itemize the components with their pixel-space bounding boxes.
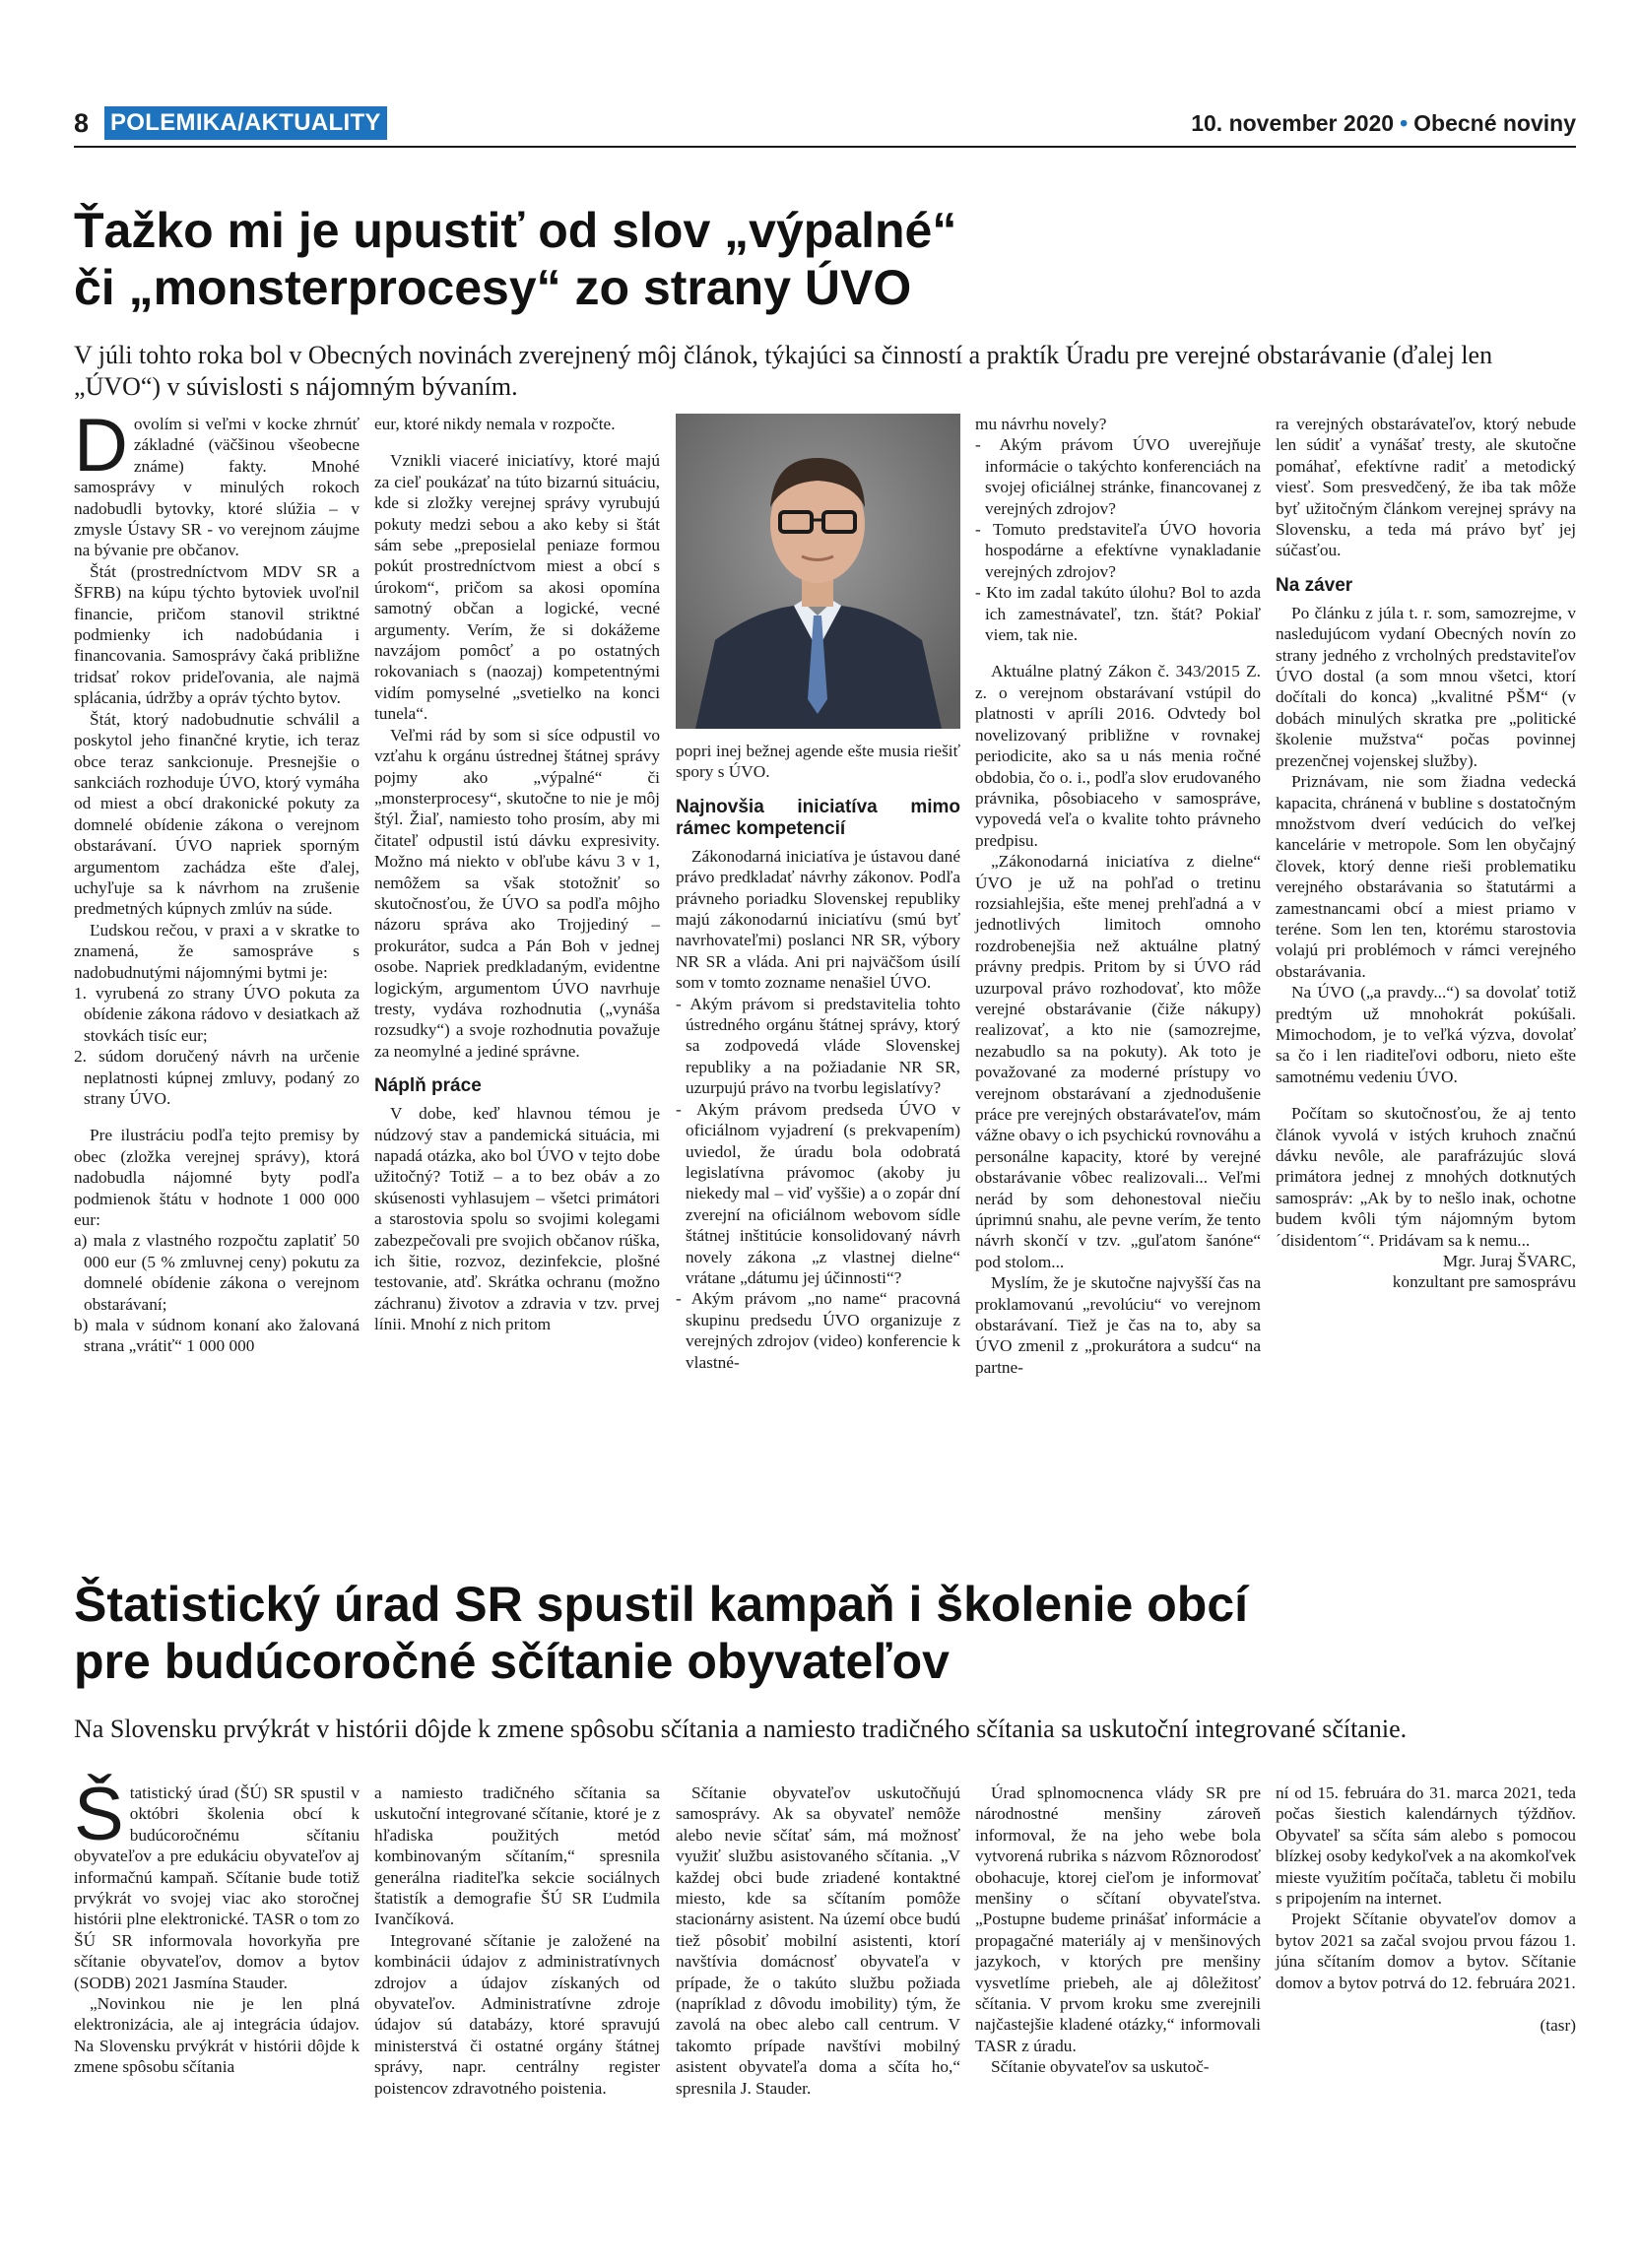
author-role: konzultant pre samosprávu: [1392, 1272, 1576, 1292]
article2-column-2: [374, 1782, 660, 2196]
page-header: [74, 106, 1576, 140]
list-item: - Akým právom si predstavitelia tohto ústredného orgánu štátnej správy, ktorý sa zodpovedá vláde Slovenskej republiky a na požiadanie NR SR, uzurpujú právo na tvorbu legislatívy?: [676, 994, 960, 1098]
question-list: [676, 994, 960, 1373]
article2-column-5: [1276, 1782, 1576, 2196]
list-item: - Akým právom ÚVO uverejňuje informácie o takýchto konferenciách na svojej oficiálnej stránke, financovanej z verejných zdrojov?: [975, 435, 1261, 518]
article2-column-4: [975, 1782, 1261, 2196]
subheading: Náplň práce: [374, 1075, 482, 1097]
article2-headline-line: Štatistický úrad SR spustil kampaň i školenie obcí: [74, 1577, 1249, 1632]
list-item: - Akým právom predseda ÚVO v oficiálnom vyjadrení (s prekvapením) uviedol, že úradu bola odobratá legislatívna právomoc (akoby ju niekedy mal – viď vyššie) a o zopár dní zverejní na oficiálnom webovom sídle štátnej inštitúcie konsolidovaný návrh novely zákona „z vlastnej dielne“ vrátane „dátumu jej účinnosti“?: [676, 1099, 960, 1287]
header-rule: [74, 146, 1576, 148]
paragraph: Štát (prostredníctvom MDV SR a ŠFRB) na kúpu týchto bytoviek uvoľnil financie, pričom stanovil striktné podmienky ich nadobúdania i financovania. Samosprávy čaká približne tridsať rokov prideľovania, ale najmä splácania, údržby a opráv týchto bytov.: [74, 561, 360, 708]
article1-column-4: [975, 414, 1261, 1517]
article2-column-1: [74, 1773, 360, 2196]
question-list: [975, 434, 1261, 645]
paragraph: mu návrhu novely?: [975, 415, 1107, 433]
paragraph: V dobe, keď hlavnou témou je núdzový stav a pandemická situácia, mi napadá otázka, ako bol ÚVO v tejto dobe užitočný? Totiž – a to bez obáv a zo skúsenosti vyhlasujem – všetci primátori a starostovia spolu so svojimi kolegami zabezpečovali pre svojich občanov rúška, ich šitie, rozvoz, dezinfekcie, plošné testovanie, atď. Skrátka ochranu (možno záchranu) životov a zdravia v tzv. prvej línii. Mnohí z nich pritom: [374, 1104, 660, 1334]
article1-headline: [74, 202, 1576, 316]
list-item: 2. súdom doručený návrh na určenie neplatnosti kúpnej zmluvy, podaný zo strany ÚVO.: [74, 1047, 360, 1108]
paragraph: popri inej bežnej agende ešte musia riešiť spory s ÚVO.: [676, 742, 960, 782]
article1-column-1: [74, 404, 360, 1517]
paragraph: Aktuálne platný Zákon č. 343/2015 Z. z. o verejnom obstarávaní vstúpil do platnosti v apríli 2016. Odvtedy bol novelizovaný približne v rovnakej periodicite, ako sa u nás menia ročné obdobia, čo o. i., podľa slov erudovaného právnika, pôsobiaceho v samospráve, vypovedá veľa o kvalite tohto právneho predpisu.: [975, 662, 1261, 850]
author-photo: [676, 414, 960, 729]
paragraph: Ľudskou rečou, v praxi a v skratke to znamená, že samospráve s nadobudnutými nájomnými bytmi je:: [74, 920, 360, 982]
paragraph: Vznikli viaceré iniciatívy, ktoré majú za cieľ poukázať na túto bizarnú situáciu, kde si zložky verejnej správy vyrubujú pokuty medzi sebou a ako keby si štát sám sebe „preposielal peniaze formou pokút prostredníctvom miest a obcí s úrokom“, pričom sa akosi opomína samotný občan a logické, vecné argumenty. Verím, že si dokážeme navzájom pomôcť a po ostatných rokovaniach s (naozaj) kompetentnými vidím pomyselné „svetielko na konci tunela“.: [374, 451, 660, 724]
list-item: 1. vyrubená zo strany ÚVO pokuta za obídenie zákona rádovo v desiatkach až stovkách tisíc eur;: [74, 983, 360, 1045]
list-item: - Kto im zadal takúto úlohu? Bol to azda ich zamestnávateľ, tzn. štát? Pokiaľ viem, tak nie.: [975, 583, 1261, 645]
paragraph: „Zákonodarná iniciatíva z dielne“ ÚVO je už na pohľad o tretinu rozsiahlejšia, ešte menej prehľadná a v jednotlivých limitoch omnoho rozdrobenejšia než aktuálne platný právny predpis. Pritom by si ÚVO rád uzurpoval právo rozhodovať, kto môže verejné obstarávanie (čiže nákupy) realizovať, a kto nie (samozrejme, nezabudlo sa na pokuty). Ak toto je považované za moderné prístupy vo verejnom obstarávaní a zjednodušenie práce pre verejných obstarávateľov, mám vážne obavy o ich psychickú rovnováhu a personálne kapacity, ktoré by verejné obstarávanie vôbec realizovali... Veľmi nerád by som dehonestoval niečiu úprimnú snahu, ale pevne verím, že tento návrh skončí v tzv. „guľatom šanóne“ pod stolom...: [975, 852, 1261, 1271]
lettered-list: [74, 1230, 360, 1356]
paragraph: Štát, ktorý nadobudnutie schválil a poskytol jeho finančné krytie, ich teraz obce teraz sankcionuje. Presnejšie o sankciách rozhoduje ÚVO, ktorý vymáha od miest a obcí drakonické pokuty za domnelé obídenie zákona o verejnom obstarávaní. ÚVO napriek sporným argumentom zachádza ešte ďalej, uchyľuje sa k návrhom na zrušenie predmetných kúpnych zmlúv na súde.: [74, 709, 360, 919]
separator-dot: •: [1400, 110, 1409, 136]
article1-headline-line: Ťažko mi je upustiť od slov „výpalné“: [74, 203, 957, 258]
article1-column-2: [374, 414, 660, 1517]
subheading: Na záver: [1276, 574, 1353, 596]
paragraph: Počítam so skutočnosťou, že aj tento článok vyvolá v istých kruhoch značnú dávku nevôle, ale parafrázujúc slová primátora jednej z mnohých dotknutých samospráv: „Ak by to nešlo inak, ochotne budem kvôli tým nájomným bytom ´disidentom´“. Pridávam sa k nemu...: [1276, 1104, 1576, 1250]
article2-headline-line: pre budúcoročné sčítanie obyvateľov: [74, 1634, 950, 1689]
paragraph: Po článku z júla t. r. som, samozrejme, v nasledujúcom vydaní Obecných novín zo strany jedného z vrcholných predstaviteľov ÚVO dostal (a som mnou všetci, ktorí dočítali do konca) „kvalitné PŠM“ (v dobách minulých skratka pre „politické školenie mužstva“ počas povinnej prezenčnej vojenskej služby).: [1276, 603, 1576, 770]
paragraph: „Novinkou nie je len plná elektronizácia, ale aj integrácia údajov. Na Slovensku prvýkrát v histórii dôjde k zmene spôsobu sčítania: [74, 1994, 360, 2077]
subheading: Najnovšia iniciatíva mimo rámec kompetencií: [676, 796, 960, 839]
list-item: a) mala z vlastného rozpočtu zaplatiť 50 000 eur (5 % zmluvnej ceny) pokutu za domnelé obídenie zákona o verejnom obstarávaní;: [74, 1231, 360, 1314]
paragraph: a namiesto tradičného sčítania sa uskutoční integrované sčítanie, ktoré je z hľadiska použitých metód kombinovaným sčítaním,“ spresnila generálna riaditeľka sekcie sociálnych štatistík a demografie ŠÚ SR Ľudmila Ivančíková.: [374, 1783, 660, 1929]
list-item: - Akým právom „no name“ pracovná skupinu predsedu ÚVO organizuje z verejných zdrojov (video) konferencie k vlastné-: [676, 1289, 960, 1372]
author-photo-illustration: [676, 414, 960, 729]
article1-column-3: [676, 741, 960, 1528]
list-item: - Tomuto predstaviteľa ÚVO hovoria hospodárne a efektívne vynakladanie verejných zdrojov?: [975, 520, 1261, 581]
issue-info: [1191, 106, 1576, 140]
paragraph: Veľmi rád by som si síce odpustil vo vzťahu k orgánu ústrednej štátnej správy pojmy ako „výpalné“ či „monsterprocesy“, skutočne to nie je môj štýl. Žiaľ, namiesto toho prosím, aby mi čitateľ odpustil istú dávku expresivity. Možno má niekto v obľube kávu 3 v 1, nemôžem sa však stotožniť so skutočnosťou, že ÚVO sa podľa môjho názoru správa ako Trojjediný – prokurátor, sudca a Pán Boh v jednej osobe. Napriek predkladaným, evidentne logickým, argumentom ÚVO navrhuje tresty, vydáva rozhodnutia („vynáša rozsudky“) a svoje rozhodnutia považuje za neomylné a jediné správne.: [374, 725, 660, 1061]
paragraph: tatistický úrad (ŠÚ) SR spustil v októbri školenia obcí k budúcoročnému sčítaniu obyvateľov a pre edukáciu obyvateľov aj informačnú kampaň. Sčítanie bude totiž prvýkrát vo svojej viac ako storočnej histórii plne elektronické. TASR o tom zo ŠÚ SR informovala hovorkyňa pre sčítanie obyvateľov, domov a bytov (SODB) 2021 Jasmína Stauder.: [74, 1783, 360, 1992]
section-label: POLEMIKA/AKTUALITY: [104, 106, 387, 140]
article1-column-5: [1276, 414, 1576, 1517]
paragraph: Integrované sčítanie je založené na kombinácii údajov z administratívnych zdrojov a údajov získaných od obyvateľov. Administratívne zdroje údajov sú databázy, ktoré spravujú ministerstvá či ostatné orgány štátnej správy, napr. centrálny register poistencov zdravotného poistenia.: [374, 1930, 660, 2098]
paragraph: Projekt Sčítanie obyvateľov domov a bytov 2021 sa začal svojou prvou fázou 1. júna sčítaním domov a bytov. Sčítanie domov a bytov potrvá do 12. februára 2021.: [1276, 1910, 1576, 1992]
paragraph: Zákonodarná iniciatíva je ústavou dané právo predkladať návrhy zákonov. Podľa právneho poriadku Slovenskej republiky majú zákonodarnú iniciatívu (smú byť navrhovateľmi) poslanci NR SR, výbory NR SR a vláda. Ani pri najväčšom úsilí som v tomto zozname nenašiel ÚVO.: [676, 846, 960, 993]
paragraph: Úrad splnomocnenca vlády SR pre národnostné menšiny zároveň informoval, že na jeho webe bola vytvorená rubrika s názvom Rôznorodosť obohacuje, ktorej cieľom je informovať menšiny o sčítaní obyvateľstva. „Postupne budeme prinášať informácie a propagačné materiály aj v menšinových jazykoch, v ktorých pre menšiny vysvetlíme priebeh, ale aj dôležitosť sčítania. V prvom kroku sme zverejnili najčastejšie kladené otázky,“ informovali TASR z úradu.: [975, 1783, 1261, 2055]
article2-headline: [74, 1576, 1576, 1690]
list-item: b) mala v súdnom konaní ako žalovaná strana „vrátiť“ 1 000 000: [74, 1316, 360, 1356]
article2-lead: Na Slovensku prvýkrát v histórii dôjde k zmene spôsobu sčítania a namiesto tradičného sčítania sa uskutoční integrované sčítanie.: [74, 1715, 1408, 1743]
paragraph: Sčítanie obyvateľov uskutočňujú samosprávy. Ak sa obyvateľ nemôže alebo nevie sčítať sám, má možnosť využiť službu asistovaného sčítania. „V každej obci bude zriadené kontaktné miesto, kde sa sčítaním pomôže stacionárny asistent. Na území obce budú tiež pôsobiť mobilní asistenti, ktorí navštívia domácnosť obyvateľa v prípade, že o takúto službu požiada (napríklad z dôvodu imobility) tým, že zavolá na obec alebo call centrum. V takomto prípade navštívi mobilný asistent obyvateľa doma a sčíta ho,“ spresnila J. Stauder.: [676, 1783, 960, 2098]
page-number: 8: [74, 108, 90, 138]
paragraph: eur, ktoré nikdy nemala v rozpočte.: [374, 415, 616, 433]
source-credit: (tasr): [1540, 2016, 1576, 2036]
paragraph: ovolím si veľmi v kocke zhrnúť základné (väčšinou všeobecne známe) fakty. Mnohé samosprávy v minulých rokoch nadobudli bytovky, ktoré slúžia – v zmysle Ústavy SR - vo verejnom záujme na bývanie pre občanov.: [74, 415, 360, 560]
article1-lead: V júli tohto roka bol v Obecných novinách zverejnený môj článok, týkajúci sa činností a praktík Úradu pre verejné obstarávanie (ďalej len „ÚVO“) v súvislosti s nájomným bývaním.: [74, 341, 1493, 401]
numbered-list: [74, 983, 360, 1109]
issue-date: 10. november 2020: [1191, 110, 1395, 136]
article2-column-3: [676, 1782, 960, 2196]
paragraph: ra verejných obstarávateľov, ktorý nebude len súdiť a vynášať tresty, ale skutočne pomáhať, efektívne radiť a metodický viesť. Som presvedčený, že iba tak môže byť užitočným článkom verejnej správy na Slovensku, a teda má právo byť jej súčasťou.: [1276, 415, 1576, 560]
dropcap: D: [74, 404, 128, 487]
article1-headline-line: či „monsterprocesy“ zo strany ÚVO: [74, 260, 912, 315]
paragraph: Sčítanie obyvateľov sa uskutoč-: [991, 2057, 1210, 2077]
paragraph: Pre ilustráciu podľa tejto premisy by obec (zložka verejnej správy), ktorá nadobudla nájomné byty podľa podmienok štátu v hodnote 1 000 000 eur:: [74, 1126, 360, 1230]
author-name: Mgr. Juraj ŠVARC,: [1442, 1252, 1576, 1271]
paper-name: Obecné noviny: [1413, 110, 1576, 136]
paragraph: ní od 15. februára do 31. marca 2021, teda počas šiestich kalendárnych týždňov. Obyvateľ sa sčíta sám alebo s pomocou blízkej osoby kedykoľvek a na akomkoľvek mieste využitím počítača, tabletu či mobilu s pripojením na internet.: [1276, 1783, 1576, 1909]
dropcap: Š: [74, 1773, 124, 1856]
paragraph: Myslím, že je skutočne najvyšší čas na proklamovanú „revolúciu“ vo verejnom obstarávaní. Tiež je čas na to, aby sa ÚVO zmenil z „prokurátora a sudcu“ na partne-: [975, 1273, 1261, 1377]
paragraph: Na ÚVO („a pravdy...“) sa dovolať totiž predtým už mnohokrát pokúšali. Mimochodom, je to veľká výzva, dovolať sa čo i len riaditeľovi odboru, nieto ešte samotnému vedeniu ÚVO.: [1276, 983, 1576, 1086]
paragraph: Priznávam, nie som žiadna vedecká kapacita, chránená v bubline s dostatočným množstvom dverí vedúcich do veľkej kancelárie v metropole. Som len obyčajný človek, ktorý denne rieši problematiku verejného obstarávania so štatutármi a zamestnancami obcí a miest priamo v teréne. Som len ten, ktorému starostovia volajú pri problémoch v rámci verejného obstarávania.: [1276, 772, 1576, 981]
